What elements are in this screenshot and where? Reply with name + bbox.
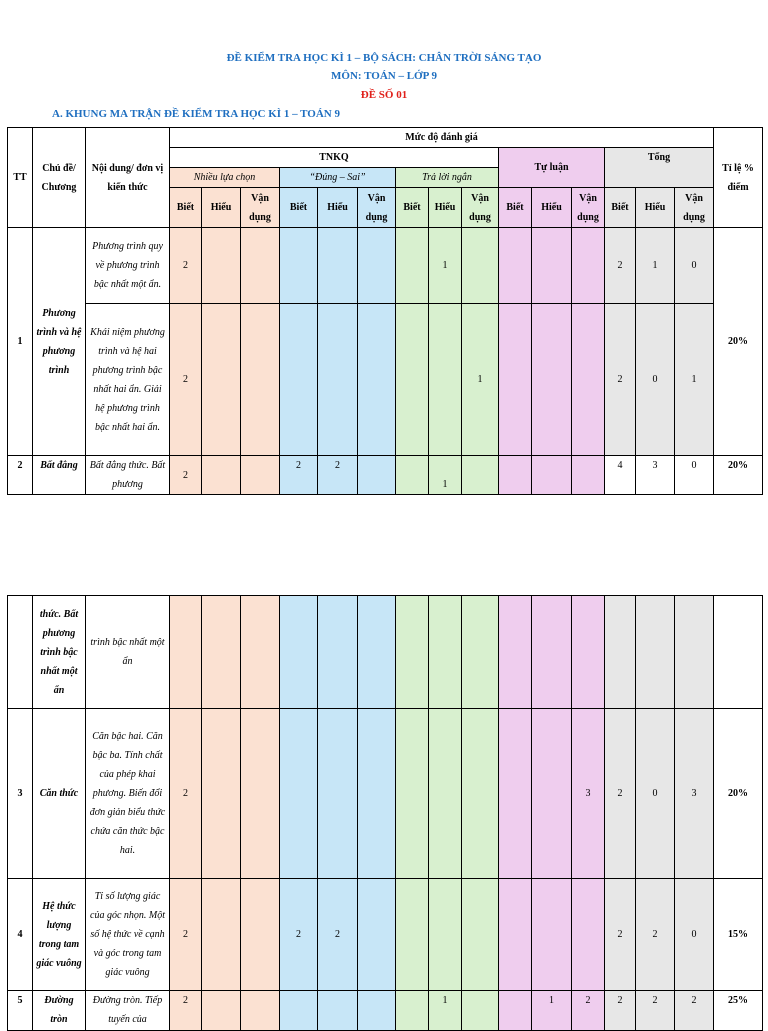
total-apply-cell: 0	[675, 456, 714, 495]
short-know-cell	[396, 304, 429, 456]
essay-apply-header: Vận dụng	[572, 188, 605, 228]
content-cell: Căn bậc hai. Căn bậc ba. Tính chất của phép khai phương. Biến đổi đơn giản biểu thức chứa căn thức bậc hai.	[86, 709, 170, 879]
tf-understand-cell: 2	[318, 879, 358, 991]
tf-know-cell	[280, 228, 318, 304]
content-cell: Bất đẳng thức. Bất phương	[86, 456, 170, 495]
short-apply-cell	[462, 709, 499, 879]
short-answer-header: Trả lời ngắn	[396, 168, 499, 188]
mcq-understand-header: Hiểu	[202, 188, 241, 228]
essay-apply-cell	[572, 596, 605, 709]
short-know-cell	[396, 709, 429, 879]
mcq-understand-cell	[202, 304, 241, 456]
total-understand-cell	[636, 596, 675, 709]
mcq-header: Nhiều lựa chọn	[170, 168, 280, 188]
table-row	[8, 456, 763, 495]
essay-know-cell	[499, 228, 532, 304]
content-cell: Tỉ số lượng giác của góc nhọn. Một số hệ thức về cạnh và góc trong tam giác vuông	[86, 879, 170, 991]
tf-apply-header: Vận dụng	[358, 188, 396, 228]
essay-header: Tự luận	[499, 148, 605, 188]
mcq-know-cell: 2	[170, 304, 202, 456]
essay-know-cell	[499, 991, 532, 1031]
tf-understand-cell	[318, 709, 358, 879]
total-know-cell: 2	[605, 879, 636, 991]
col-tt-header: TT	[8, 128, 33, 228]
short-understand-cell	[429, 709, 462, 879]
mcq-apply-cell	[241, 456, 280, 495]
mcq-understand-cell	[202, 879, 241, 991]
total-know-header: Biết	[605, 188, 636, 228]
essay-know-cell	[499, 304, 532, 456]
row-number: 1	[8, 228, 33, 456]
essay-understand-cell	[532, 879, 572, 991]
essay-understand-header: Hiểu	[532, 188, 572, 228]
essay-understand-cell	[532, 304, 572, 456]
col-content-header: Nội dung/ đơn vị kiến thức	[86, 128, 170, 228]
total-header: Tổng	[605, 148, 714, 188]
essay-understand-cell	[532, 709, 572, 879]
essay-understand-cell	[532, 228, 572, 304]
essay-know-cell	[499, 879, 532, 991]
essay-apply-cell	[572, 304, 605, 456]
essay-know-header: Biết	[499, 188, 532, 228]
total-apply-cell: 0	[675, 228, 714, 304]
mcq-apply-cell	[241, 304, 280, 456]
essay-understand-cell	[532, 596, 572, 709]
mcq-know-cell: 2	[170, 228, 202, 304]
subject-title: MÔN: TOÁN – LỚP 9	[331, 70, 437, 82]
tf-apply-cell	[358, 991, 396, 1031]
essay-apply-cell	[572, 228, 605, 304]
short-apply-cell: 1	[462, 304, 499, 456]
table-row	[8, 596, 763, 709]
tf-apply-cell	[358, 304, 396, 456]
tf-apply-cell	[358, 456, 396, 495]
short-understand-cell: 1	[429, 991, 462, 1031]
short-apply-cell	[462, 456, 499, 495]
exam-title: ĐỀ KIỂM TRA HỌC KÌ 1 – BỘ SÁCH: CHÂN TRỜI SÁNG TẠO	[226, 52, 542, 64]
topic-cell: Căn thức	[33, 709, 86, 879]
short-understand-cell	[429, 304, 462, 456]
short-apply-cell	[462, 879, 499, 991]
table-row	[8, 228, 763, 304]
total-understand-cell: 1	[636, 228, 675, 304]
mcq-understand-cell	[202, 991, 241, 1031]
short-apply-cell	[462, 991, 499, 1031]
content-cell: Phương trình quy về phương trình bậc nhất một ẩn.	[86, 228, 170, 304]
tf-understand-cell	[318, 228, 358, 304]
tf-know-cell: 2	[280, 456, 318, 495]
topic-cell: thức. Bất phương trình bậc nhất một ẩn	[33, 596, 86, 709]
short-know-cell	[396, 991, 429, 1031]
mcq-apply-cell	[241, 596, 280, 709]
topic-cell: Hệ thức lượng trong tam giác vuông	[33, 879, 86, 991]
tf-understand-header: Hiểu	[318, 188, 358, 228]
total-know-cell: 2	[605, 991, 636, 1031]
short-know-cell	[396, 456, 429, 495]
mcq-apply-cell	[241, 228, 280, 304]
mcq-apply-cell	[241, 991, 280, 1031]
content-cell: trình bậc nhất một ẩn	[86, 596, 170, 709]
total-apply-cell: 1	[675, 304, 714, 456]
essay-know-cell	[499, 596, 532, 709]
tf-understand-cell	[318, 304, 358, 456]
mcq-understand-cell	[202, 709, 241, 879]
total-know-cell: 2	[605, 304, 636, 456]
table-row	[8, 709, 763, 879]
mcq-apply-cell	[241, 879, 280, 991]
short-apply-cell	[462, 596, 499, 709]
tf-apply-cell	[358, 879, 396, 991]
tf-apply-cell	[358, 709, 396, 879]
total-apply-cell: 0	[675, 879, 714, 991]
total-know-cell: 4	[605, 456, 636, 495]
section-title: A. KHUNG MA TRẬN ĐỀ KIỂM TRA HỌC KÌ 1 – TOÁN 9	[52, 108, 340, 120]
tf-know-cell: 2	[280, 879, 318, 991]
total-understand-cell: 0	[636, 709, 675, 879]
short-understand-cell	[429, 596, 462, 709]
tf-know-cell	[280, 304, 318, 456]
total-understand-cell: 2	[636, 879, 675, 991]
short-apply-cell	[462, 228, 499, 304]
ratio-cell: 20%	[714, 456, 763, 495]
row-number: 3	[8, 709, 33, 879]
tf-understand-cell: 2	[318, 456, 358, 495]
mcq-know-cell	[170, 596, 202, 709]
row-number: 5	[8, 991, 33, 1031]
mcq-understand-cell	[202, 228, 241, 304]
tf-know-cell	[280, 709, 318, 879]
tf-know-cell	[280, 596, 318, 709]
total-understand-cell: 2	[636, 991, 675, 1031]
ratio-cell: 15%	[714, 879, 763, 991]
mcq-know-cell: 2	[170, 879, 202, 991]
short-apply-header: Vận dụng	[462, 188, 499, 228]
col-ratio-header: Tỉ lệ % điểm	[714, 128, 763, 228]
mcq-understand-cell	[202, 596, 241, 709]
table-row	[8, 991, 763, 1031]
matrix-table-part2	[7, 595, 763, 1031]
tf-know-cell	[280, 991, 318, 1031]
row-number	[8, 596, 33, 709]
essay-apply-cell	[572, 456, 605, 495]
matrix-table-part1	[7, 127, 763, 495]
tf-apply-cell	[358, 596, 396, 709]
total-apply-header: Vận dụng	[675, 188, 714, 228]
short-know-cell	[396, 596, 429, 709]
total-know-cell: 2	[605, 709, 636, 879]
short-understand-cell: 1	[429, 456, 462, 495]
col-topic-header: Chủ đề/ Chương	[33, 128, 86, 228]
total-apply-cell: 3	[675, 709, 714, 879]
level-header: Mức độ đánh giá	[170, 128, 714, 148]
short-understand-header: Hiểu	[429, 188, 462, 228]
ratio-cell: 20%	[714, 709, 763, 879]
essay-apply-cell: 3	[572, 709, 605, 879]
essay-apply-cell	[572, 879, 605, 991]
tf-apply-cell	[358, 228, 396, 304]
mcq-apply-header: Vận dụng	[241, 188, 280, 228]
essay-know-cell	[499, 709, 532, 879]
essay-understand-cell: 1	[532, 991, 572, 1031]
tf-understand-cell	[318, 991, 358, 1031]
header-row-1	[8, 128, 763, 148]
total-apply-cell: 2	[675, 991, 714, 1031]
tnkq-header: TNKQ	[170, 148, 499, 168]
mcq-know-cell: 2	[170, 709, 202, 879]
essay-apply-cell: 2	[572, 991, 605, 1031]
mcq-know-cell: 2	[170, 991, 202, 1031]
short-understand-cell	[429, 879, 462, 991]
mcq-know-cell: 2	[170, 456, 202, 495]
row-number: 2	[8, 456, 33, 495]
tf-understand-cell	[318, 596, 358, 709]
mcq-know-header: Biết	[170, 188, 202, 228]
ratio-cell	[714, 596, 763, 709]
mcq-apply-cell	[241, 709, 280, 879]
total-understand-cell: 3	[636, 456, 675, 495]
total-know-cell: 2	[605, 228, 636, 304]
topic-cell: Phương trình và hệ phương trình	[33, 228, 86, 456]
topic-cell: Bất đẳng	[33, 456, 86, 495]
table-row	[8, 304, 763, 456]
total-know-cell	[605, 596, 636, 709]
exam-number: ĐỀ SỐ 01	[360, 89, 408, 101]
short-know-cell	[396, 228, 429, 304]
essay-know-cell	[499, 456, 532, 495]
content-cell: Đường tròn. Tiếp tuyến của	[86, 991, 170, 1031]
truefalse-header: “Đúng – Sai”	[280, 168, 396, 188]
mcq-understand-cell	[202, 456, 241, 495]
short-know-header: Biết	[396, 188, 429, 228]
short-understand-cell: 1	[429, 228, 462, 304]
row-number: 4	[8, 879, 33, 991]
total-understand-header: Hiểu	[636, 188, 675, 228]
tf-know-header: Biết	[280, 188, 318, 228]
short-know-cell	[396, 879, 429, 991]
table-row	[8, 879, 763, 991]
essay-understand-cell	[532, 456, 572, 495]
total-apply-cell	[675, 596, 714, 709]
total-understand-cell: 0	[636, 304, 675, 456]
content-cell: Khái niệm phương trình và hệ hai phương trình bậc nhất hai ẩn. Giải hệ phương trình bậc nhất hai ẩn.	[86, 304, 170, 456]
ratio-cell: 25%	[714, 991, 763, 1031]
ratio-cell: 20%	[714, 228, 763, 456]
topic-cell: Đường tròn	[33, 991, 86, 1031]
